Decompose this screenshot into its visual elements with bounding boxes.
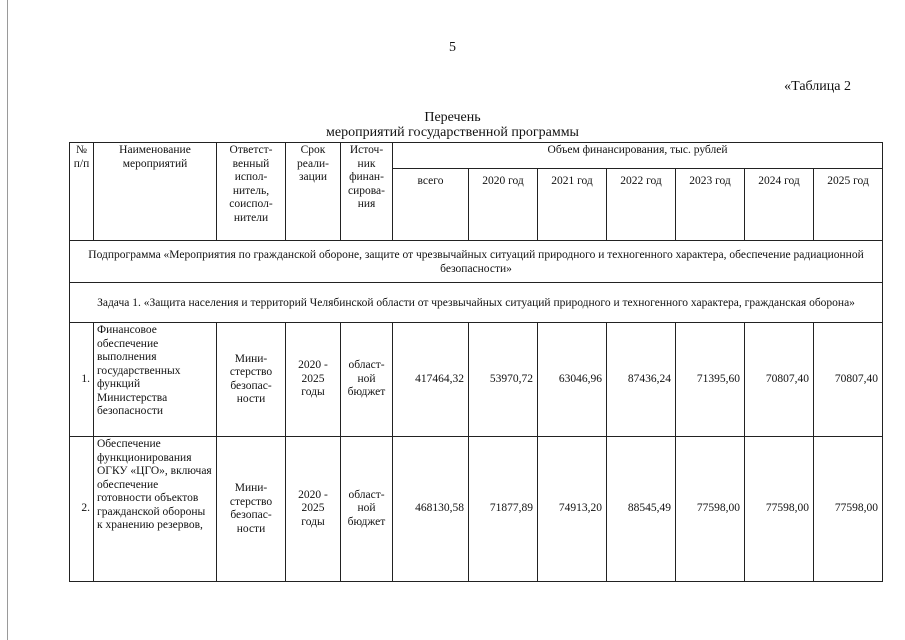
header-name: Наименование мероприятий xyxy=(94,143,217,241)
header-2025: 2025 год xyxy=(814,169,883,241)
header-responsible: Ответст-венный испол-нитель, соиспол-нители xyxy=(217,143,286,241)
header-row-1 xyxy=(70,143,883,169)
header-2021: 2021 год xyxy=(538,169,607,241)
task-row xyxy=(70,283,883,323)
row-2023: 71395,60 xyxy=(676,323,745,437)
header-term: Срок реали-зации xyxy=(286,143,341,241)
row-source: област-ной бюджет xyxy=(341,323,393,437)
row-name: Обеспечение функционирования ОГКУ «ЦГО», включая обеспечение готовности объектов гражданской обороны к хранению резервов, xyxy=(94,437,217,582)
page-number: 5 xyxy=(449,40,456,55)
row-total: 417464,32 xyxy=(393,323,469,437)
title-line-2: мероприятий государственной программы xyxy=(326,125,579,140)
row-2021: 74913,20 xyxy=(538,437,607,582)
subprogram-title: Подпрограмма «Мероприятия по гражданской обороне, защите от чрезвычайных ситуаций природного и техногенного характера, обеспечение радиационной безопасности» xyxy=(70,241,883,283)
row-number: 1. xyxy=(70,323,94,437)
row-term: 2020 - 2025 годы xyxy=(286,323,341,437)
row-total: 468130,58 xyxy=(393,437,469,582)
row-responsible: Мини-стерство безопас-ности xyxy=(217,437,286,582)
row-number: 2. xyxy=(70,437,94,582)
program-table xyxy=(69,142,883,582)
header-num: № п/п xyxy=(70,143,94,241)
row-2023: 77598,00 xyxy=(676,437,745,582)
header-funding: Объем финансирования, тыс. рублей xyxy=(393,143,883,169)
row-2025: 77598,00 xyxy=(814,437,883,582)
header-2024: 2024 год xyxy=(745,169,814,241)
document-title xyxy=(0,110,905,140)
header-2023: 2023 год xyxy=(676,169,745,241)
row-2022: 88545,49 xyxy=(607,437,676,582)
header-source: Источ-ник финан-сирова-ния xyxy=(341,143,393,241)
row-2025: 70807,40 xyxy=(814,323,883,437)
task-title: Задача 1. «Защита населения и территорий Челябинской области от чрезвычайных ситуаций природного и техногенного характера, гражданская оборона» xyxy=(70,283,883,323)
row-term: 2020 - 2025 годы xyxy=(286,437,341,582)
header-total: всего xyxy=(393,169,469,241)
table-row xyxy=(70,437,883,582)
row-2021: 63046,96 xyxy=(538,323,607,437)
row-name: Финансовое обеспечение выполнения государственных функций Министерства безопасности xyxy=(94,323,217,437)
header-2022: 2022 год xyxy=(607,169,676,241)
row-responsible: Мини-стерство безопас-ности xyxy=(217,323,286,437)
title-line-1: Перечень xyxy=(424,110,481,125)
subprogram-row xyxy=(70,241,883,283)
row-2022: 87436,24 xyxy=(607,323,676,437)
row-2020: 53970,72 xyxy=(469,323,538,437)
row-2024: 70807,40 xyxy=(745,323,814,437)
row-source: област-ной бюджет xyxy=(341,437,393,582)
row-2024: 77598,00 xyxy=(745,437,814,582)
table-row xyxy=(70,323,883,437)
row-2020: 71877,89 xyxy=(469,437,538,582)
header-2020: 2020 год xyxy=(469,169,538,241)
table-label: «Таблица 2 xyxy=(784,79,851,94)
page-edge-line xyxy=(7,0,8,640)
